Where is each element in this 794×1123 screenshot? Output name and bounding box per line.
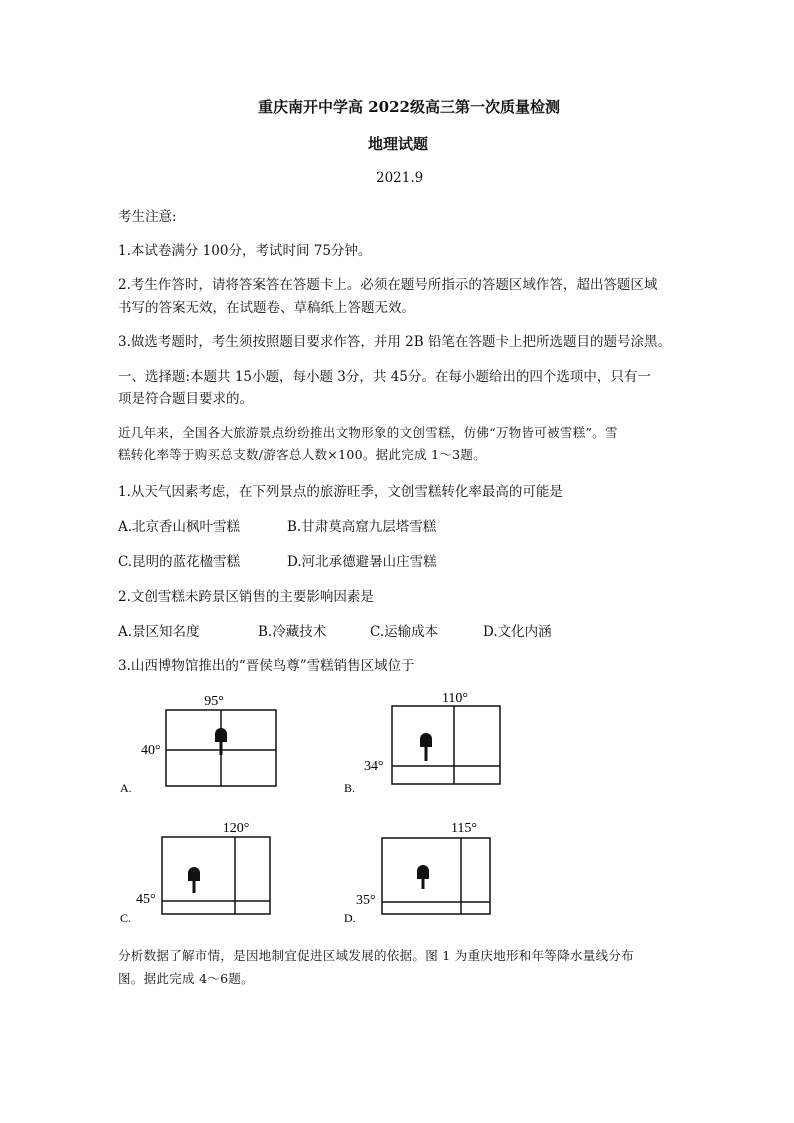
map-a-longitude-label: 95° <box>204 694 224 709</box>
popsicle-icon <box>188 867 200 893</box>
map-a-latitude-label: 40° <box>141 743 161 758</box>
material-1-line-1: 近几年来，全国各大旅游景点纷纷推出文物形象的文创雪糕，仿佛“万物皆可被雪糕”。雪 <box>118 425 618 440</box>
material-2-line-2: 图。据此完成 4～6题。 <box>118 971 254 986</box>
notice-item-2-line-2: 书写的答案无效，在试题卷、草稿纸上答题无效。 <box>118 300 415 316</box>
q3-map-c <box>118 816 288 926</box>
q2-option-a: A.景区知名度 <box>118 624 200 640</box>
map-b-frame <box>392 706 500 784</box>
notice-item-1: 1.本试卷满分 100分，考试时间 75分钟。 <box>118 243 372 259</box>
q1-stem: 1.从天气因素考虑，在下列景点的旅游旺季，文创雪糕转化率最高的可能是 <box>118 484 563 500</box>
q1-option-d: D.河北承德避暑山庄雪糕 <box>287 554 437 570</box>
map-b-option-label: B. <box>344 781 356 795</box>
exam-date: 2021.9 <box>376 170 424 186</box>
popsicle-icon <box>420 733 432 761</box>
q2-option-b: B.冷藏技术 <box>258 624 327 640</box>
q3-map-d <box>342 816 512 926</box>
q2-option-c: C.运输成本 <box>370 624 439 640</box>
q2-stem: 2.文创雪糕未跨景区销售的主要影响因素是 <box>118 589 374 605</box>
map-c-frame <box>162 837 270 914</box>
map-c-longitude-label: 120° <box>222 821 250 836</box>
notice-item-2-line-1: 2.考生作答时，请将答案答在答题卡上。必须在题号所指示的答题区域作答，超出答题区域 <box>118 277 658 293</box>
map-c-option-label: C. <box>120 911 132 925</box>
exam-title: 重庆南开中学高 2022级高三第一次质量检测 <box>258 98 560 116</box>
q1-option-a: A.北京香山枫叶雪糕 <box>118 519 241 535</box>
map-a-option-label: A. <box>120 781 132 795</box>
q2-option-d: D.文化内涵 <box>483 624 552 640</box>
material-1-line-2: 糕转化率等于购买总支数/游客总人数×100。据此完成 1～3题。 <box>118 447 487 462</box>
map-c-latitude-label: 45° <box>136 892 156 907</box>
popsicle-icon <box>215 728 227 755</box>
map-b-latitude-label: 34° <box>364 759 384 774</box>
material-2-line-1: 分析数据了解市情，是因地制宜促进区域发展的依据。图 1 为重庆地形和年等降水量线分布 <box>118 948 635 963</box>
q1-option-b: B.甘肃莫高窟九层塔雪糕 <box>287 519 437 535</box>
map-d-longitude-label: 115° <box>450 821 478 836</box>
q3-stem: 3.山西博物馆推出的“晋侯鸟尊”雪糕销售区域位于 <box>118 658 415 674</box>
map-b-longitude-label: 110° <box>441 691 469 706</box>
map-d-latitude-label: 35° <box>356 893 376 908</box>
exam-subtitle: 地理试题 <box>368 135 429 153</box>
q1-option-c: C.昆明的蓝花楹雪糕 <box>118 554 241 570</box>
q3-map-b <box>342 686 512 796</box>
map-d-option-label: D. <box>344 911 356 925</box>
q3-map-a <box>118 686 288 796</box>
notice-heading: 考生注意: <box>118 209 177 225</box>
section-heading-line-2: 项是符合题目要求的。 <box>118 391 253 407</box>
popsicle-icon <box>417 865 429 889</box>
notice-item-3: 3.做选考题时，考生须按照题目要求作答，并用 2B 铅笔在答题卡上把所选题目的题号涂黑。 <box>118 334 671 350</box>
section-heading-line-1: 一、选择题:本题共 15小题，每小题 3分，共 45分。在每小题给出的四个选项中，只有一 <box>118 369 651 385</box>
